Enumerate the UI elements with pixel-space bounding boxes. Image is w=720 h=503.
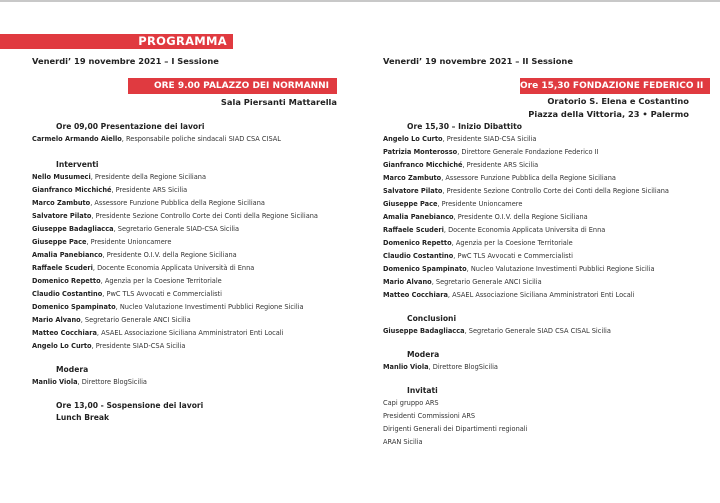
list-item bbox=[383, 185, 669, 198]
interventi-heading: Interventi bbox=[56, 160, 99, 169]
list-item bbox=[32, 376, 318, 389]
list-item bbox=[383, 211, 669, 224]
speaker-role: , Assessore Funzione Pubblica della Regione Siciliana bbox=[441, 174, 616, 182]
speaker-role: , PwC TLS Avvocati e Commercialisti bbox=[453, 252, 573, 260]
speaker-role: , Presidente O.I.V. della Regione Siciliana bbox=[453, 213, 588, 221]
list-item bbox=[32, 301, 318, 314]
list-item bbox=[383, 172, 669, 185]
session-1-program bbox=[32, 120, 318, 423]
speaker-role: , Direttore Generale Fondazione Federico II bbox=[457, 148, 599, 156]
invitato-item: Presidenti Commissioni ARS bbox=[383, 412, 476, 420]
list-item bbox=[383, 250, 669, 263]
invitato-item: Dirigenti Generali dei Dipartimenti regionali bbox=[383, 425, 528, 433]
invitati-list bbox=[383, 397, 669, 449]
speaker-role: , Nucleo Valutazione Investimenti Pubblici Regione Sicilia bbox=[115, 303, 304, 311]
speaker-name: Claudio Costantino bbox=[32, 290, 103, 298]
list-item bbox=[383, 237, 669, 250]
speaker-name: Patrizia Monterosso bbox=[383, 148, 458, 156]
break-sub: Lunch Break bbox=[56, 413, 110, 422]
speaker-name: Gianfranco Micchiché bbox=[383, 161, 463, 169]
speaker-role: , Nucleo Valutazione Investimenti Pubblici Regione Sicilia bbox=[466, 265, 655, 273]
speaker-name: Angelo Lo Curto bbox=[383, 135, 443, 143]
speaker-name: Salvatore Pilato bbox=[383, 187, 443, 195]
speaker-role: , PwC TLS Avvocati e Commercialisti bbox=[102, 290, 222, 298]
speaker-name: Angelo Lo Curto bbox=[32, 342, 92, 350]
speaker-name: Salvatore Pilato bbox=[32, 212, 92, 220]
speaker-name: Manlio Viola bbox=[32, 378, 78, 386]
speaker-role: , Presidente Unioncamere bbox=[437, 200, 523, 208]
session-2-location bbox=[528, 95, 689, 121]
modera-heading: Modera bbox=[407, 350, 440, 359]
list-item bbox=[383, 289, 669, 302]
list-item bbox=[32, 327, 318, 340]
list-item bbox=[32, 236, 318, 249]
speaker-role: , Presidente Unioncamere bbox=[86, 238, 172, 246]
list-item bbox=[32, 314, 318, 327]
speaker-name: Matteo Cocchiara bbox=[383, 291, 448, 299]
speaker-name: Domenico Repetto bbox=[383, 239, 452, 247]
speaker-name: Giuseppe Badagliacca bbox=[383, 327, 465, 335]
speaker-role: , ASAEL Associazione Siciliana Amministratori Enti Locali bbox=[447, 291, 635, 299]
speaker-name: Raffaele Scuderi bbox=[32, 264, 93, 272]
speaker-role: , Docente Economia Applicata Universita di Enna bbox=[443, 226, 606, 234]
speaker-role: , Presidente ARS Sicilia bbox=[462, 161, 539, 169]
speaker-role: , Segretario Generale SIAD-CSA Sicilia bbox=[113, 225, 240, 233]
speaker-role: , Assessore Funzione Pubblica della Regione Siciliana bbox=[90, 199, 265, 207]
invitato-item: Capi gruppo ARS bbox=[383, 399, 439, 407]
location-line-2: Piazza della Vittoria, 23 • Palermo bbox=[528, 109, 689, 119]
speaker-role: , Direttore BlogSicilia bbox=[428, 363, 498, 371]
speaker-name: Carmelo Armando Aiello bbox=[32, 135, 122, 143]
list-item bbox=[32, 210, 318, 223]
list-item bbox=[32, 197, 318, 210]
speaker-name: Nello Musumeci bbox=[32, 173, 91, 181]
session-1-title: Venerdi’ 19 novembre 2021 – I Sessione bbox=[32, 56, 219, 66]
speaker-role: , Presidente Sezione Controllo Corte dei Conti della Regione Siciliana bbox=[91, 212, 318, 220]
speaker-role: , Segretario Generale SIAD CSA CISAL Sicilia bbox=[464, 327, 611, 335]
speaker-name: Marco Zambuto bbox=[32, 199, 91, 207]
list-item bbox=[32, 184, 318, 197]
list-item bbox=[32, 275, 318, 288]
start-heading: Ore 15,30 – Inizio Dibattito bbox=[407, 122, 522, 131]
list-item bbox=[383, 224, 669, 237]
list-item bbox=[383, 263, 669, 276]
speaker-role: , Presidente della Regione Siciliana bbox=[90, 173, 207, 181]
speaker-name: Domenico Spampinato bbox=[383, 265, 467, 273]
session-2-title: Venerdi’ 19 novembre 2021 – II Sessione bbox=[383, 56, 573, 66]
speaker-role: , Agenzia per la Coesione Territoriale bbox=[451, 239, 573, 247]
speaker-name: Giuseppe Pace bbox=[383, 200, 438, 208]
modera-heading: Modera bbox=[56, 365, 89, 374]
break-heading: Ore 13,00 - Sospensione dei lavori bbox=[56, 401, 204, 410]
speaker-role: , Presidente SIAD-CSA Sicilia bbox=[91, 342, 186, 350]
speaker-role: , Agenzia per la Coesione Territoriale bbox=[100, 277, 222, 285]
speaker-name: Manlio Viola bbox=[383, 363, 429, 371]
speaker-role: , Presidente Sezione Controllo Corte dei Conti della Regione Siciliana bbox=[442, 187, 669, 195]
opening-heading: Ore 09,00 Presentazione dei lavori bbox=[56, 122, 205, 131]
location-line-1: Oratorio S. Elena e Costantino bbox=[547, 96, 689, 106]
speaker-name: Mario Alvano bbox=[32, 316, 81, 324]
speaker-name: Raffaele Scuderi bbox=[383, 226, 444, 234]
speaker-role: , Segretario Generale ANCI Sicilia bbox=[431, 278, 542, 286]
list-item bbox=[383, 146, 669, 159]
list-item bbox=[32, 262, 318, 275]
speaker-role: , Presidente ARS Sicilia bbox=[111, 186, 188, 194]
conclusioni-heading: Conclusioni bbox=[407, 314, 457, 323]
list-item bbox=[383, 361, 669, 374]
list-item bbox=[32, 171, 318, 184]
invitati-heading: Invitati bbox=[407, 386, 438, 395]
speaker-name: Domenico Repetto bbox=[32, 277, 101, 285]
speaker-name: Mario Alvano bbox=[383, 278, 432, 286]
speaker-name: Gianfranco Micchiché bbox=[32, 186, 112, 194]
speaker-list bbox=[383, 133, 669, 302]
speaker-list bbox=[32, 171, 318, 353]
speaker-name: Amalia Panebianco bbox=[383, 213, 454, 221]
speaker-role: , Presidente SIAD-CSA Sicilia bbox=[442, 135, 537, 143]
speaker-role: , Presidente O.I.V. della Regione Siciliana bbox=[102, 251, 237, 259]
list-item bbox=[383, 198, 669, 211]
list-item bbox=[32, 133, 318, 146]
speaker-role: , ASAEL Associazione Siciliana Amministratori Enti Locali bbox=[96, 329, 284, 337]
invitato-item: ARAN Sicilia bbox=[383, 438, 423, 446]
speaker-name: Amalia Panebianco bbox=[32, 251, 103, 259]
list-item bbox=[32, 340, 318, 353]
top-border bbox=[0, 0, 720, 2]
speaker-name: Marco Zambuto bbox=[383, 174, 442, 182]
speaker-role: , Segretario Generale ANCI Sicilia bbox=[80, 316, 191, 324]
speaker-name: Giuseppe Badagliacca bbox=[32, 225, 114, 233]
list-item bbox=[383, 325, 669, 338]
list-item bbox=[32, 223, 318, 236]
speaker-name: Claudio Costantino bbox=[383, 252, 454, 260]
speaker-name: Domenico Spampinato bbox=[32, 303, 116, 311]
list-item bbox=[383, 159, 669, 172]
list-item bbox=[32, 249, 318, 262]
session-1-location: Sala Piersanti Mattarella bbox=[220, 97, 337, 107]
session-2-banner: Ore 15,30 FONDAZIONE FEDERICO II bbox=[520, 78, 710, 94]
speaker-name: Matteo Cocchiara bbox=[32, 329, 97, 337]
speaker-role: , Docente Economia Applicata Università di Enna bbox=[92, 264, 255, 272]
speaker-name: Giuseppe Pace bbox=[32, 238, 87, 246]
session-1-banner: ORE 9.00 PALAZZO DEI NORMANNI bbox=[128, 78, 337, 94]
session-2-program bbox=[383, 120, 669, 449]
list-item bbox=[32, 288, 318, 301]
programma-banner: PROGRAMMA bbox=[0, 34, 233, 49]
speaker-role: , Direttore BlogSicilia bbox=[77, 378, 147, 386]
list-item bbox=[383, 133, 669, 146]
speaker-role: , Responsabile poliche sindacali SIAD CSA CISAL bbox=[121, 135, 281, 143]
list-item bbox=[383, 276, 669, 289]
